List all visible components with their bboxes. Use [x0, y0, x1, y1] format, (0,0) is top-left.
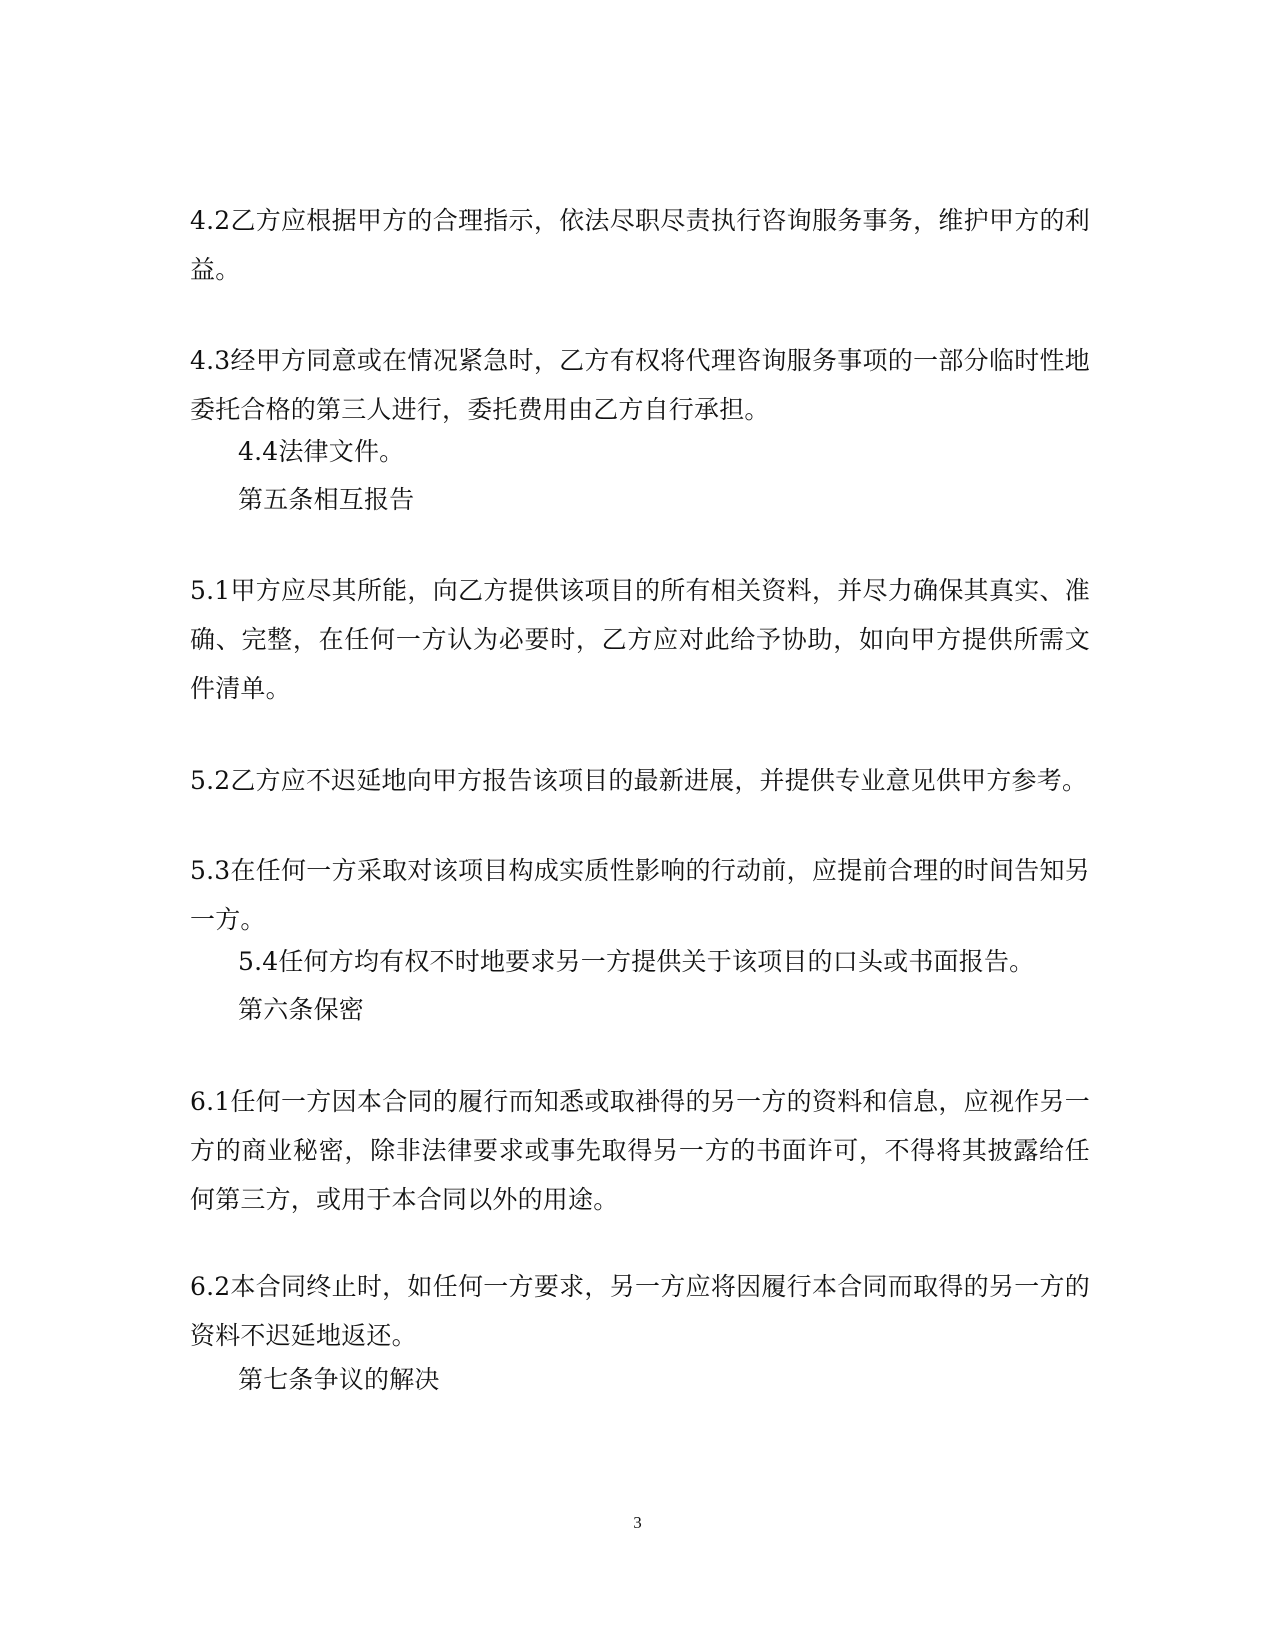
- clause-4-4: 4.4法律文件。: [238, 437, 405, 466]
- clause-6-1: 6.1任何一方因本合同的履行而知悉或取褂得的另一方的资料和信息，应视作另一方的商业秘密，除非法律要求或事先取得另一方的书面许可，不得将其披露给任何第三方，或用于本合同以外的用途。: [190, 1087, 1090, 1214]
- clause-4-3: 4.3经甲方同意或在情况紧急时，乙方有权将代理咨询服务事项的一部分临时性地委托合格的第三人进行，委托费用由乙方自行承担。: [190, 346, 1090, 424]
- clause-5-2: 5.2乙方应不迟延地向甲方报告该项目的最新进展，并提供专业意见供甲方参考。: [190, 766, 1088, 795]
- article-6-heading: 第六条保密: [238, 995, 365, 1024]
- page-number: 3: [633, 1513, 642, 1532]
- clause-5-4: 5.4任何方均有权不时地要求另一方提供关于该项目的口头或书面报告。: [238, 947, 1035, 976]
- clause-5-3: 5.3在任何一方采取对该项目构成实质性影响的行动前，应提前合理的时间告知另一方。: [190, 856, 1090, 934]
- clause-6-2: 6.2本合同终止时，如任何一方要求，另一方应将因履行本合同而取得的另一方的资料不迟延地返还。: [190, 1272, 1090, 1350]
- clause-5-1: 5.1甲方应尽其所能，向乙方提供该项目的所有相关资料，并尽力确保其真实、准确、完整，在任何一方认为必要时，乙方应对此给予协助，如向甲方提供所需文件清单。: [190, 576, 1090, 703]
- article-7-heading: 第七条争议的解决: [238, 1365, 440, 1394]
- clause-4-2: 4.2乙方应根据甲方的合理指示，依法尽职尽责执行咨询服务事务，维护甲方的利益。: [190, 206, 1090, 284]
- article-5-heading: 第五条相互报告: [238, 485, 415, 514]
